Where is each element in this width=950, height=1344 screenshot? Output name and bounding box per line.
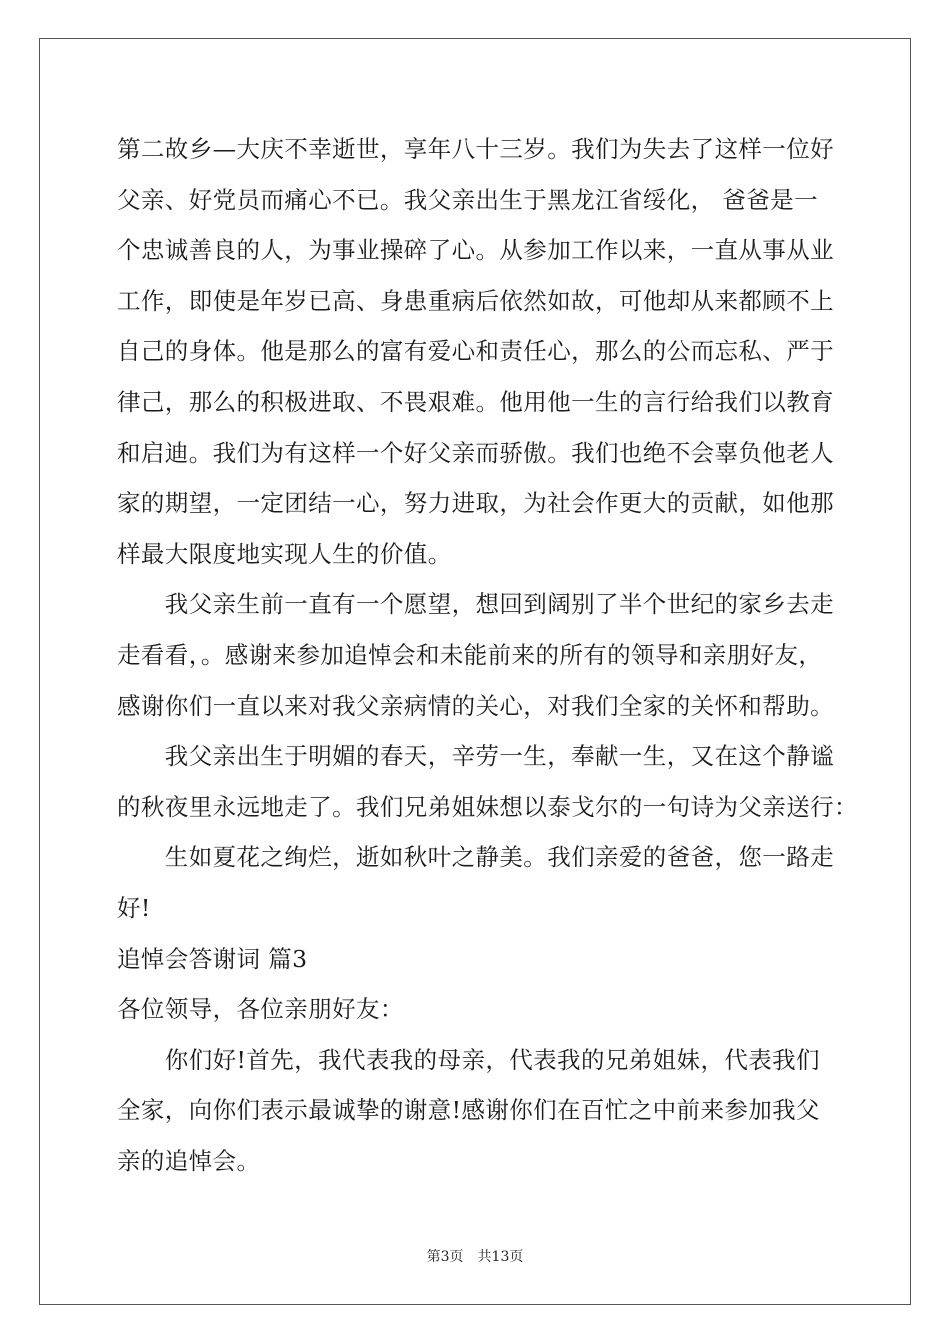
text-line: 家的期望，一定团结一心，努力进取，为社会作更大的贡献，如他那 xyxy=(117,489,834,518)
text-line: 全家，向你们表示最诚挚的谢意!感谢你们在百忙之中前来参加我父 xyxy=(117,1096,820,1125)
text-line: 亲的追悼会。 xyxy=(117,1146,261,1175)
page-number-footer: 第3页 共13页 xyxy=(426,1249,524,1265)
text-line: 个忠诚善良的人，为事业操碎了心。从参加工作以来，一直从事从业 xyxy=(117,236,834,265)
text-line: 我父亲生前一直有一个愿望，想回到阔别了半个世纪的家乡去走 xyxy=(117,590,834,619)
text-line: 律己，那么的积极进取、不畏艰难。他用他一生的言行给我们以教育 xyxy=(117,387,834,416)
section-heading: 追悼会答谢词 篇3 xyxy=(117,944,308,973)
text-line: 生如夏花之绚烂，逝如秋叶之静美。我们亲爱的爸爸，您一路走 xyxy=(117,843,834,872)
text-line: 和启迪。我们为有这样一个好父亲而骄傲。我们也绝不会辜负他老人 xyxy=(117,438,834,467)
text-line: 工作，即使是年岁已高、身患重病后依然如故，可他却从来都顾不上 xyxy=(117,286,834,315)
salutation: 各位领导，各位亲朋好友： xyxy=(117,995,404,1024)
text-line: 的秋夜里永远地走了。我们兄弟姐妹想以泰戈尔的一句诗为父亲送行： xyxy=(117,792,858,821)
text-line: 你们好!首先，我代表我的母亲，代表我的兄弟姐妹，代表我们 xyxy=(117,1045,820,1074)
text-line: 好! xyxy=(117,893,151,922)
text-line: 走看看，。感谢来参加追悼会和未能前来的所有的领导和亲朋好友， xyxy=(117,640,823,669)
text-line: 自己的身体。他是那么的富有爱心和责任心，那么的公而忘私、严于 xyxy=(117,337,834,366)
text-line: 第二故乡—大庆不幸逝世，享年八十三岁。我们为失去了这样一位好 xyxy=(117,135,834,163)
text-line: 父亲、好党员而痛心不已。我父亲出生于黑龙江省绥化， 爸爸是一 xyxy=(117,185,818,214)
text-line: 我父亲出生于明媚的春天，辛劳一生，奉献一生，又在这个静谧 xyxy=(117,742,834,771)
text-line: 感谢你们一直以来对我父亲病情的关心，对我们全家的关怀和帮助。 xyxy=(117,691,834,720)
document-body xyxy=(117,124,858,1186)
text-line: 样最大限度地实现人生的价值。 xyxy=(117,539,452,568)
